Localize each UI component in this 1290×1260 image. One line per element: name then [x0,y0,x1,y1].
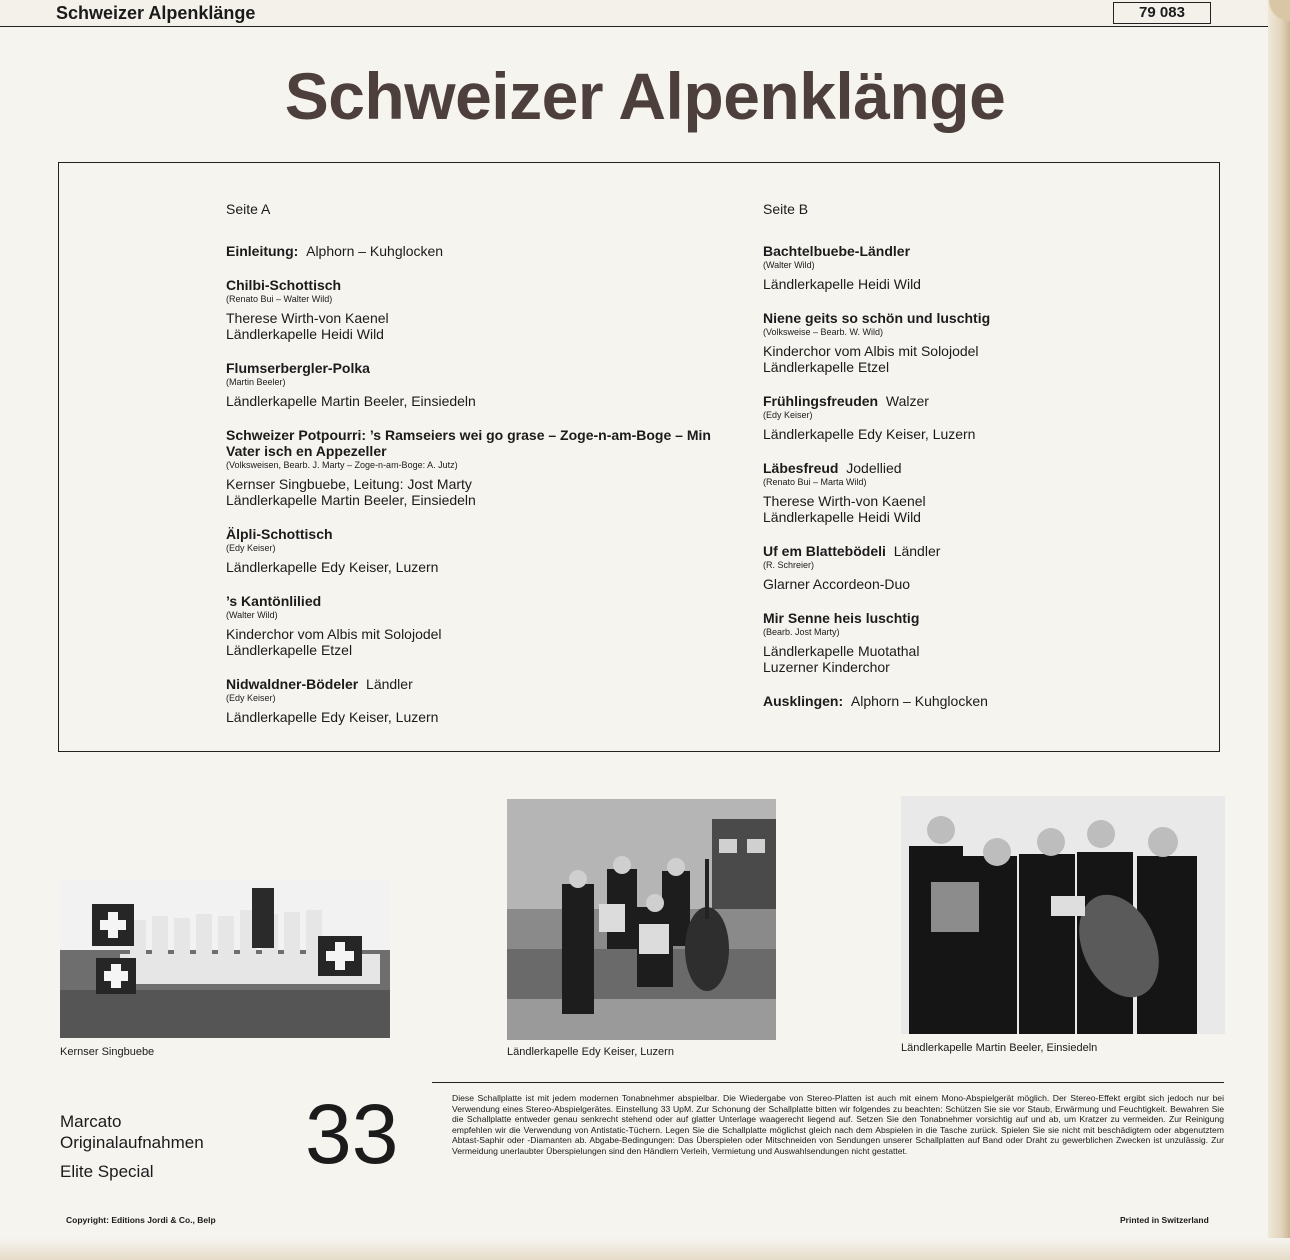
track-subtitle: Walzer [885,393,929,409]
performer-line: Therese Wirth-von Kaenel [226,310,389,326]
sleeve-bottom-edge [0,1238,1290,1260]
track-title-text: Läbesfreud [763,460,839,476]
track-item [763,393,1203,442]
performer-line: Ländlerkapelle Heidi Wild [763,509,921,525]
rpm-speed: 33 [305,1087,399,1181]
performer-line: Kinderchor vom Albis mit Solojodel [763,343,979,359]
track-item [226,277,726,342]
track-title [763,393,1203,409]
side-b-tracks [763,243,1203,709]
track-subtitle: Alphorn – Kuhglocken [850,693,988,709]
performer-line: Kernser Singbuebe, Leitung: Jost Marty [226,476,472,492]
track-subtitle: Jodellied [846,460,902,476]
catalog-number: 79 083 [1113,2,1211,24]
performer-line: Glarner Accordeon-Duo [763,576,911,592]
track-subtitle: Ländler [366,676,413,692]
side-b-column [763,201,1203,727]
track-item [226,427,726,508]
track-performers [226,310,726,342]
track-item [763,243,1203,292]
track-item [763,460,1203,525]
sleeve-edge [1268,0,1290,1260]
photo-caption-3: Ländlerkapelle Martin Beeler, Einsiedeln [901,1042,1098,1054]
track-title-text: Ausklingen: [763,693,844,709]
track-credit: (Volksweise – Bearb. W. Wild) [763,327,884,337]
photo-edy-keiser [507,799,776,1040]
track-credit: (Walter Wild) [226,610,278,620]
track-title [226,427,726,459]
track-item [763,693,1203,709]
track-performers [226,709,726,725]
track-performers [226,626,726,658]
side-a-heading: Seite A [226,201,271,217]
performer-line: Therese Wirth-von Kaenel [763,493,926,509]
label-elite-special: Elite Special [60,1162,154,1181]
performer-line: Ländlerkapelle Edy Keiser, Luzern [226,559,439,575]
track-performers [763,343,1203,375]
performer-line: Ländlerkapelle Martin Beeler, Einsiedeln [226,393,476,409]
spine-strip [0,0,1270,27]
track-performers [226,476,726,508]
track-title-text: Niene geits so schön und luschtig [763,310,991,326]
performer-line: Ländlerkapelle Edy Keiser, Luzern [763,426,976,442]
track-performers [763,276,1203,292]
track-title-text: Schweizer Potpourri: ’s Ramseiers wei go grase – Zoge-n-am-Boge – Min Vater isch en Appezeller [226,427,711,459]
track-title-text: ’s Kantönlilied [226,593,322,609]
copyright-notice: Copyright: Editions Jordi & Co., Belp [66,1215,216,1225]
track-item [763,543,1203,592]
sleeve-corner-curl [1250,0,1290,40]
performer-line: Ländlerkapelle Heidi Wild [763,276,921,292]
track-performers [226,559,726,575]
tracklist-box [58,162,1220,752]
track-title-text: Chilbi-Schottisch [226,277,342,293]
track-subtitle: Alphorn – Kuhglocken [306,243,444,259]
performer-line: Kinderchor vom Albis mit Solojodel [226,626,442,642]
track-title [763,243,1203,259]
photo-kernser-singbuebe [60,880,390,1038]
track-title [763,543,1203,559]
track-title-text: Frühlingsfreuden [763,393,879,409]
track-credit: (Renato Bui – Walter Wild) [226,294,333,304]
track-title-text: Nidwaldner-Bödeler [226,676,359,692]
performer-line: Luzerner Kinderchor [763,659,890,675]
printed-in-notice: Printed in Switzerland [1120,1215,1209,1225]
side-a-column [226,201,726,743]
performer-line: Ländlerkapelle Etzel [763,359,890,375]
performer-line: Ländlerkapelle Muotathal [763,643,920,659]
track-item [763,310,1203,375]
track-title [226,526,726,542]
track-item [226,360,726,409]
track-title-text: Bachtelbuebe-Ländler [763,243,911,259]
track-performers [763,493,1203,525]
track-item [226,526,726,575]
track-item [763,610,1203,675]
track-title-text: Älpli-Schottisch [226,526,333,542]
performer-line: Ländlerkapelle Etzel [226,642,353,658]
track-item [226,593,726,658]
track-title [226,360,726,376]
track-subtitle: Ländler [893,543,941,559]
photo-caption-1: Kernser Singbuebe [60,1046,155,1058]
track-credit: (Bearb. Jost Marty) [763,627,840,637]
album-title: Schweizer Alpenklänge [284,59,1006,133]
track-title [226,593,726,609]
side-b-heading: Seite B [763,201,809,217]
track-title [226,277,726,293]
side-a-tracks [226,243,726,725]
track-credit: (Edy Keiser) [226,543,276,553]
track-performers [226,393,726,409]
track-performers [763,643,1203,675]
track-credit: (Martin Beeler) [226,377,286,387]
track-title-text: Einleitung: [226,243,299,259]
track-credit: (Edy Keiser) [226,693,276,703]
track-title [226,243,726,259]
spine-title: Schweizer Alpenklänge [56,3,256,23]
label-marcato: Marcato [60,1112,122,1131]
footer-rule [432,1082,1224,1083]
track-title [226,676,726,692]
track-item [226,676,726,725]
track-item [226,243,726,259]
track-title-text: Uf em Blattebödeli [763,543,886,559]
track-title [763,610,1203,626]
track-title [763,310,1203,326]
track-credit: (R. Schreier) [763,560,815,570]
track-credit: (Edy Keiser) [763,410,813,420]
track-credit: (Walter Wild) [763,260,815,270]
photo-martin-beeler [901,796,1225,1034]
photo-caption-2: Ländlerkapelle Edy Keiser, Luzern [507,1046,674,1058]
track-title-text: Flumserbergler-Polka [226,360,370,376]
label-originalaufnahmen: Originalaufnahmen [60,1133,204,1152]
track-credit: (Renato Bui – Marta Wild) [763,477,867,487]
track-title-text: Mir Senne heis luschtig [763,610,920,626]
legal-notice: Diese Schallplatte ist mit jedem modernen Tonabnehmer abspielbar. Die Wiedergabe von Stereo-Platten ist auch mit einem Mono-Abspielgerät möglich. Der Stereo-Effekt ergibt sich jedoch nur bei Verwendung eines Stereo-Abspielgerätes. Einstellung 33 UpM. Zur Schonung der Schallplatte bitten wir folgendes zu beachten: Schützen Sie sie vor Staub, Erwärmung und Feuchtigkeit. Bewahren Sie die Schallplatte entweder genau senkrecht stehend oder auf glatter Unterlage waagerecht liegend auf. Setzen Sie den Tonabnehmer vorsichtig auf und ab, um Kratzer zu vermeiden. Zur Reinigung empfehlen wir die Verwendung von Antistatic-Tüchern. Legen Sie die Schallplatte möglichst gleich nach dem Abspielen in die Tasche zurück. Spielen Sie sie nicht mit beschädigtem oder abgenutztem Abtast-Saphir oder -Diamanten ab. Abgabe-Bedingungen: Das Überspielen oder Mitschneiden von Sendungen unserer Schallplatten auf Band oder Draht zu gewerblichen Zwecken ist unzulässig. Zur Vermeidung unerlaubter Überspielungen sind den Händlern Verleih, Vermietung und Auswahlsendungen nicht gestattet. [452,1093,1224,1156]
performer-line: Ländlerkapelle Heidi Wild [226,326,384,342]
track-performers [763,426,1203,442]
track-title [763,693,1203,709]
track-credit: (Volksweisen, Bearb. J. Marty – Zoge-n-am-Boge: A. Jutz) [226,460,458,470]
performer-line: Ländlerkapelle Edy Keiser, Luzern [226,709,439,725]
track-title [763,460,1203,476]
track-performers [763,576,1203,592]
performer-line: Ländlerkapelle Martin Beeler, Einsiedeln [226,492,476,508]
